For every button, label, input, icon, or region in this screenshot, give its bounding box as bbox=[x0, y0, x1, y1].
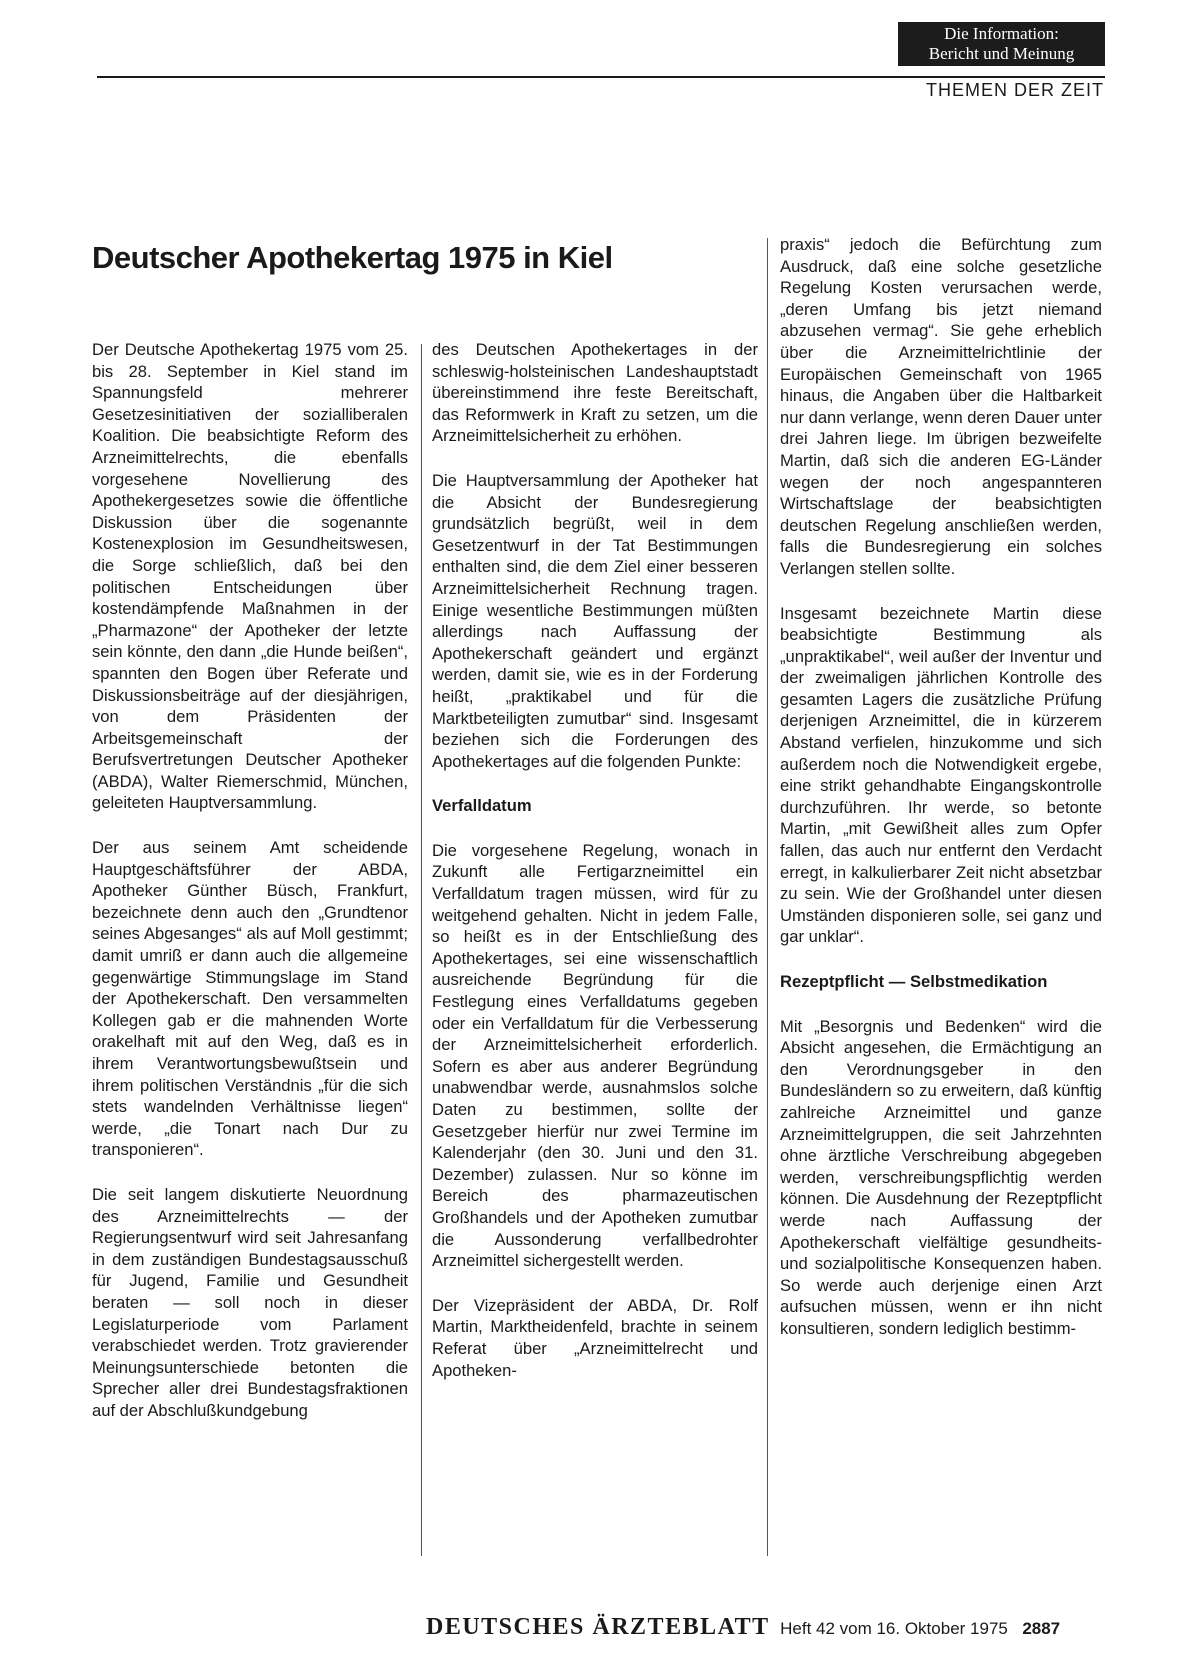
paragraph: Der Deutsche Apothekertag 1975 vom 25. bis 28. September in Kiel stand im Spannungsfeld mehrerer Gesetzesinitiativen der sozialliberalen Koalition. Die beabsichtigte Reform des Arzneimittelrechts, die ebenfalls vorgesehene Novellierung des Apothekergesetzes sowie die öffentliche Diskussion über die sogenannte Kostenexplosion im Gesundheitswesen, die Sorge schließlich, daß bei den politischen Entscheidungen über kostendämpfende Maßnahmen in der „Pharmazone“ der Apotheker der letzte sein könnte, den dann „die Hunde beißen“, spannten den Bogen über Referate und Diskussionsbeiträge auf der diesjährigen, von dem Präsidenten der Arbeitsgemeinschaft der Berufsvertretungen Deutscher Apotheker (ABDA), Walter Riemerschmid, München, geleiteten Hauptversammlung. bbox=[92, 340, 408, 813]
paragraph: des Deutschen Apothekertages in der schleswig-holsteinischen Landeshauptstadt übereinstimmend ihre feste Bereitschaft, das Reformwerk in Kraft zu setzen, um die Arzneimittelsicherheit zu erhöhen. bbox=[432, 340, 758, 446]
article-column-2 bbox=[432, 339, 758, 1579]
badge-line-2: Bericht und Meinung bbox=[928, 44, 1075, 63]
section-badge bbox=[898, 22, 1105, 66]
article-column-3 bbox=[780, 234, 1102, 1584]
article-column-1 bbox=[92, 339, 408, 1579]
paragraph: Die seit langem diskutierte Neuordnung des Arzneimittelrechts — der Regierungsentwurf wird seit Jahresanfang in dem zuständigen Bundestagsausschuß für Jugend, Familie und Gesundheit beraten — soll noch in dieser Legislaturperiode vom Parlament verabschiedet werden. Trotz gravierender Meinungsunterschiede betonten die Sprecher aller drei Bundestagsfraktionen auf der Abschlußkundgebung bbox=[92, 1184, 408, 1420]
paragraph: Der Vizepräsident der ABDA, Dr. Rolf Martin, Marktheidenfeld, brachte in seinem Referat über „Arzneimittelrecht und Apotheken- bbox=[432, 1295, 758, 1380]
paragraph: Insgesamt bezeichnete Martin diese beabsichtigte Bestimmung als „unpraktikabel“, weil außer der Inventur und der zweimaligen jährlichen Kontrolle des gesamten Lagers die zusätzliche Prüfung derjenigen Arzneimittel, die in kürzerem Abstand verfielen, hinzukomme und sich außerdem noch die Notwendigkeit ergebe, eine strikt gehandhabte Eingangskontrolle durchzuführen. Ihr werde, so betonte Martin, „mit Gewißheit alles zum Opfer fallen, das auch nur entfernt den Verdacht erregt, in kalkulierbarer Zeit nicht absetzbar zu sein. Wie der Großhandel unter diesen Umständen disponieren solle, sei ganz und gar unklar“. bbox=[780, 603, 1102, 947]
paragraph: Die vorgesehene Regelung, wonach in Zukunft alle Fertigarzneimittel ein Verfalldatum tragen müssen, wird für zu weitgehend gehalten. Nicht in jedem Falle, so heißt es in der Entschließung des Apothekertages, sei eine wissenschaftlich ausreichende Begründung für die Festlegung eines Verfalldatums gegeben oder ein Verfalldatum für die Verbesserung der Arzneimittelsicherheit erforderlich. Sofern es aber aus anderer Begründung unabwendbar werde, ausnahmslos solche Daten zu bestimmen, sollte der Gesetzgeber hierfür nur zwei Termine im Kalenderjahr (den 30. Juni und den 31. Dezember) zulassen. Nur so könne im Bereich des pharmazeutischen Großhandels und der Apotheken zumutbar die Aussonderung verfallbedrohter Arzneimittel sichergestellt werden. bbox=[432, 840, 758, 1271]
issue-info: Heft 42 vom 16. Oktober 1975 bbox=[780, 1619, 1008, 1638]
article-title: Deutscher Apothekertag 1975 in Kiel bbox=[92, 240, 613, 275]
section-label: THEMEN DER ZEIT bbox=[925, 80, 1104, 100]
paragraph: Der aus seinem Amt scheidende Hauptgeschäftsführer der ABDA, Apotheker Günther Büsch, Frankfurt, bezeichnete denn auch den „Grundtenor seines Abgesanges“ als auf Moll gestimmt; damit umriß er dann auch die allgemeine gegenwärtige Stimmungslage im Stand der Apothekerschaft. Den versammelten Kollegen gab er die mahnenden Worte orakelhaft mit auf den Weg, daß es in ihrem Verantwortungsbewußtsein und ihrem politischen Verständnis „für die sich stets wandelnden Verhältnisse liegen“ werde, „die Tonart nach Dur zu transponieren“. bbox=[92, 838, 408, 1160]
page-footer bbox=[426, 1614, 1060, 1641]
paragraph: praxis“ jedoch die Befürchtung zum Ausdruck, daß eine solche gesetzliche Regelung Kosten verursachen werde, „deren Umfang bis jetzt niemand abzusehen vermag“. Sie gehe erheblich über die Arzneimittelrichtlinie der Europäischen Gemeinschaft von 1965 hinaus, die Angaben über die Haltbarkeit nur dann verlange, wenn deren Dauer unter drei Jahren liege. Im übrigen bezweifelte Martin, daß sich die anderen EG-Länder wegen der noch angespannteren Wirtschaftslage der beabsichtigten deutschen Regelung anschließen werden, falls die Bundesregierung ein solches Verlangen stellen sollte. bbox=[780, 235, 1102, 578]
paragraph: Mit „Besorgnis und Bedenken“ wird die Absicht angesehen, die Ermächtigung an den Verordnungsgeber in den Bundesländern so zu erweitern, daß künftig zahlreiche Arzneimittel und ganze Arzneimittelgruppen, die seit Jahrzehnten ohne ärztliche Verschreibung abgegeben werden, verschreibungspflichtig werden können. Die Ausdehnung der Rezeptpflicht werde nach Auffassung der Apothekerschaft vielfältige gesundheits- und sozialpolitische Konsequenzen haben. So werde auch derjenige einen Arzt aufsuchen müssen, wenn er ihn nicht konsultieren, sondern lediglich bestimm- bbox=[780, 1016, 1102, 1338]
column-divider bbox=[767, 238, 768, 1556]
subheading-rezeptpflicht: Rezeptpflicht — Selbstmedikation bbox=[780, 972, 1048, 991]
paragraph: Die Hauptversammlung der Apotheker hat die Absicht der Bundesregierung grundsätzlich begrüßt, weil in dem Gesetzentwurf in der Tat Bestimmungen enthalten sind, die dem Ziel einer besseren Arzneimittelsicherheit Rechnung tragen. Einige wesentliche Bestimmungen müßten allerdings nach Auffassung der Apothekerschaft geändert und ergänzt werden, damit sie, wie es in der Forderung heißt, „praktikabel und für die Marktbeteiligten zumutbar“ sind. Insgesamt beziehen sich die Forderungen des Apothekertages auf die folgenden Punkte: bbox=[432, 470, 758, 771]
header-rule bbox=[97, 76, 1105, 78]
badge-line-1: Die Information: bbox=[944, 24, 1059, 43]
subheading-verfalldatum: Verfalldatum bbox=[432, 796, 532, 816]
journal-name: DEUTSCHES ÄRZTEBLATT bbox=[426, 1614, 770, 1640]
page-number: 2887 bbox=[1022, 1619, 1061, 1638]
column-divider bbox=[421, 344, 422, 1556]
